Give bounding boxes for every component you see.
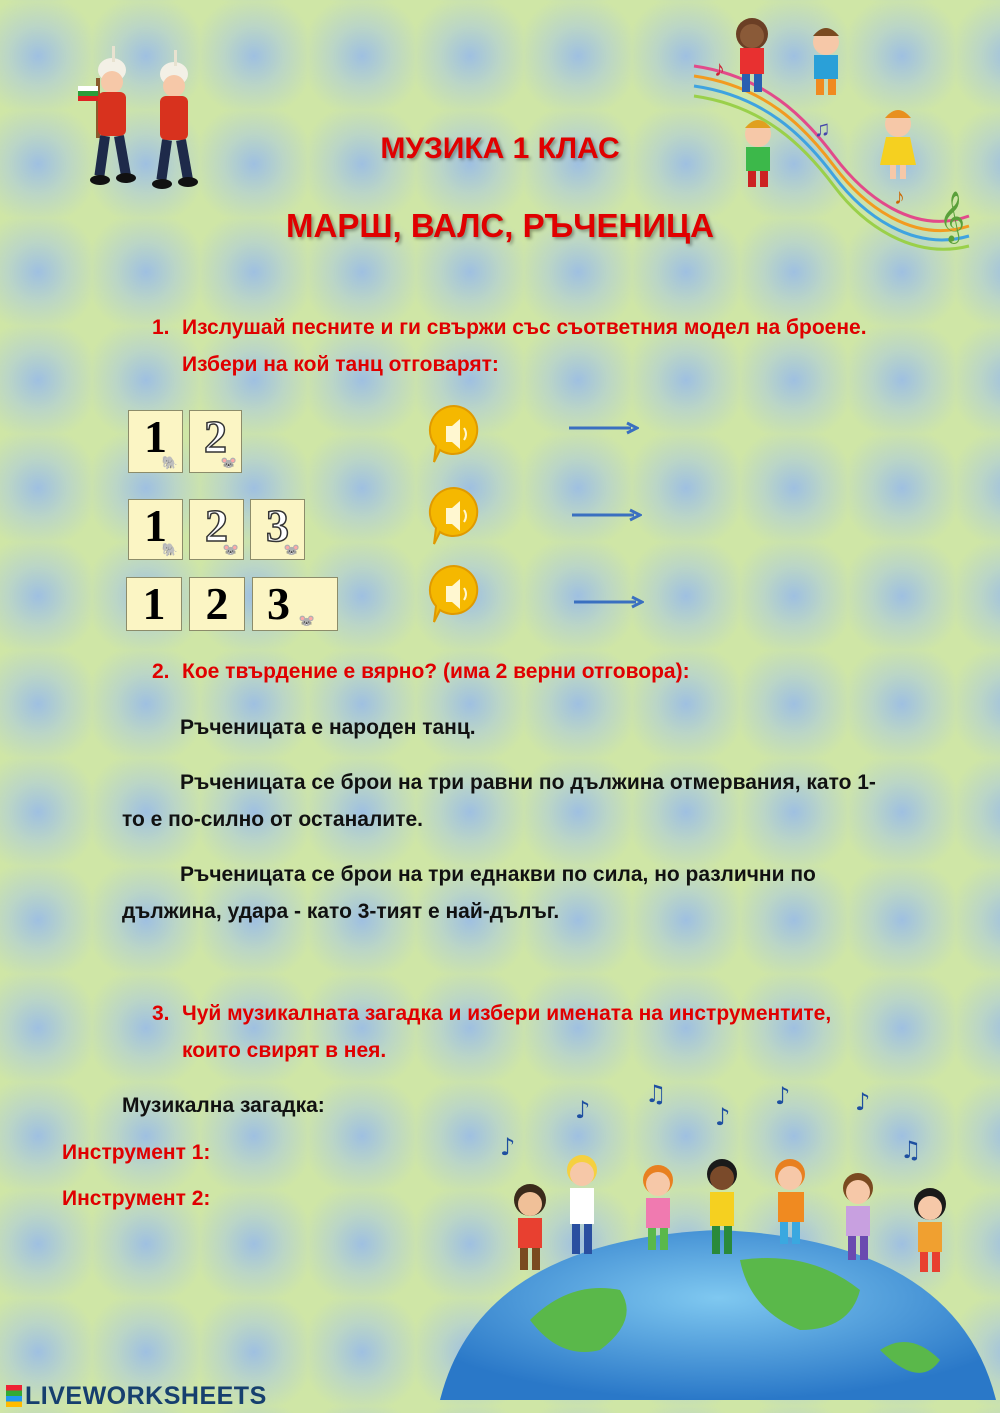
question-2 bbox=[152, 653, 872, 690]
liveworksheets-logo[interactable] bbox=[6, 1382, 267, 1411]
svg-text:♪: ♪ bbox=[575, 1096, 591, 1124]
speaker-icon[interactable] bbox=[426, 402, 482, 466]
speaker-icon[interactable] bbox=[426, 484, 482, 548]
count-number: 1 bbox=[144, 411, 167, 462]
count-box-long bbox=[252, 577, 338, 631]
mouse-icon: 🐭 bbox=[222, 542, 239, 557]
page-title: МУЗИКА 1 КЛАС bbox=[380, 132, 620, 165]
statement-option[interactable]: Ръченицата е народен танц. bbox=[180, 716, 476, 739]
count-number: 3 bbox=[267, 578, 290, 629]
count-number: 2 bbox=[205, 500, 228, 551]
svg-text:𝄞: 𝄞 bbox=[939, 191, 966, 242]
arrow-right-icon bbox=[570, 508, 642, 522]
question-3-text: Чуй музикалната загадка и избери имената на инструментите, които свирят в нея. bbox=[182, 1002, 832, 1062]
question-3 bbox=[152, 995, 872, 1069]
count-number: 2 bbox=[205, 578, 229, 629]
svg-text:♪: ♪ bbox=[894, 184, 905, 209]
speaker-icon[interactable] bbox=[426, 562, 482, 626]
mouse-icon: 🐭 bbox=[298, 613, 315, 628]
count-box bbox=[128, 410, 183, 473]
instrument-1-label: Инструмент 1: bbox=[62, 1141, 211, 1164]
svg-text:♪: ♪ bbox=[775, 1082, 791, 1110]
statement-option[interactable]: Ръченицата се брои на три еднакви по сила, но различни по дължина, удара - като 3-тият е най-дълъг. bbox=[122, 863, 816, 923]
count-box bbox=[126, 577, 182, 631]
count-box bbox=[189, 499, 244, 560]
question-1 bbox=[152, 309, 872, 383]
logo-text: LIVEWORKSHEETS bbox=[25, 1382, 267, 1410]
svg-text:♫: ♫ bbox=[645, 1080, 667, 1108]
instrument-2-label: Инструмент 2: bbox=[62, 1187, 211, 1210]
count-box bbox=[250, 499, 305, 560]
count-number: 3 bbox=[266, 500, 289, 551]
kids-on-globe-illustration bbox=[440, 1070, 996, 1400]
arrow-right-icon bbox=[567, 421, 639, 435]
mouse-icon: 🐭 bbox=[283, 542, 300, 557]
marching-soldiers-illustration bbox=[68, 42, 208, 200]
svg-text:♪: ♪ bbox=[714, 56, 725, 81]
question-3-number: 3. bbox=[152, 1002, 170, 1025]
page-subtitle: МАРШ, ВАЛС, РЪЧЕНИЦА bbox=[286, 207, 714, 244]
question-2-number: 2. bbox=[152, 660, 170, 683]
count-number: 1 bbox=[142, 578, 166, 629]
question-2-text: Кое твърдение е вярно? (има 2 верни отговора): bbox=[182, 660, 690, 683]
svg-text:♫: ♫ bbox=[900, 1136, 922, 1164]
question-1-text: Изслушай песните и ги свържи със съответния модел на броене. Избери на кой танц отговарят: bbox=[182, 316, 867, 376]
riddle-label: Музикална загадка: bbox=[122, 1094, 325, 1117]
count-box bbox=[189, 577, 245, 631]
elephant-icon: 🐘 bbox=[161, 542, 178, 557]
count-number: 2 bbox=[204, 411, 227, 462]
svg-text:♪: ♪ bbox=[715, 1103, 731, 1131]
liveworksheets-logo-icon bbox=[6, 1385, 22, 1407]
svg-text:♪: ♪ bbox=[500, 1133, 516, 1161]
count-box bbox=[128, 499, 183, 560]
statement-option[interactable]: Ръченицата се брои на три равни по дължина отмервания, като 1-то е по-силно от останалите. bbox=[122, 771, 876, 831]
elephant-icon: 🐘 bbox=[161, 455, 178, 470]
svg-text:♪: ♪ bbox=[855, 1088, 871, 1116]
arrow-right-icon bbox=[572, 595, 644, 609]
question-1-number: 1. bbox=[152, 316, 170, 339]
mouse-icon: 🐭 bbox=[220, 455, 237, 470]
svg-text:♫: ♫ bbox=[814, 116, 831, 141]
count-number: 1 bbox=[144, 500, 167, 551]
count-box bbox=[189, 410, 242, 473]
